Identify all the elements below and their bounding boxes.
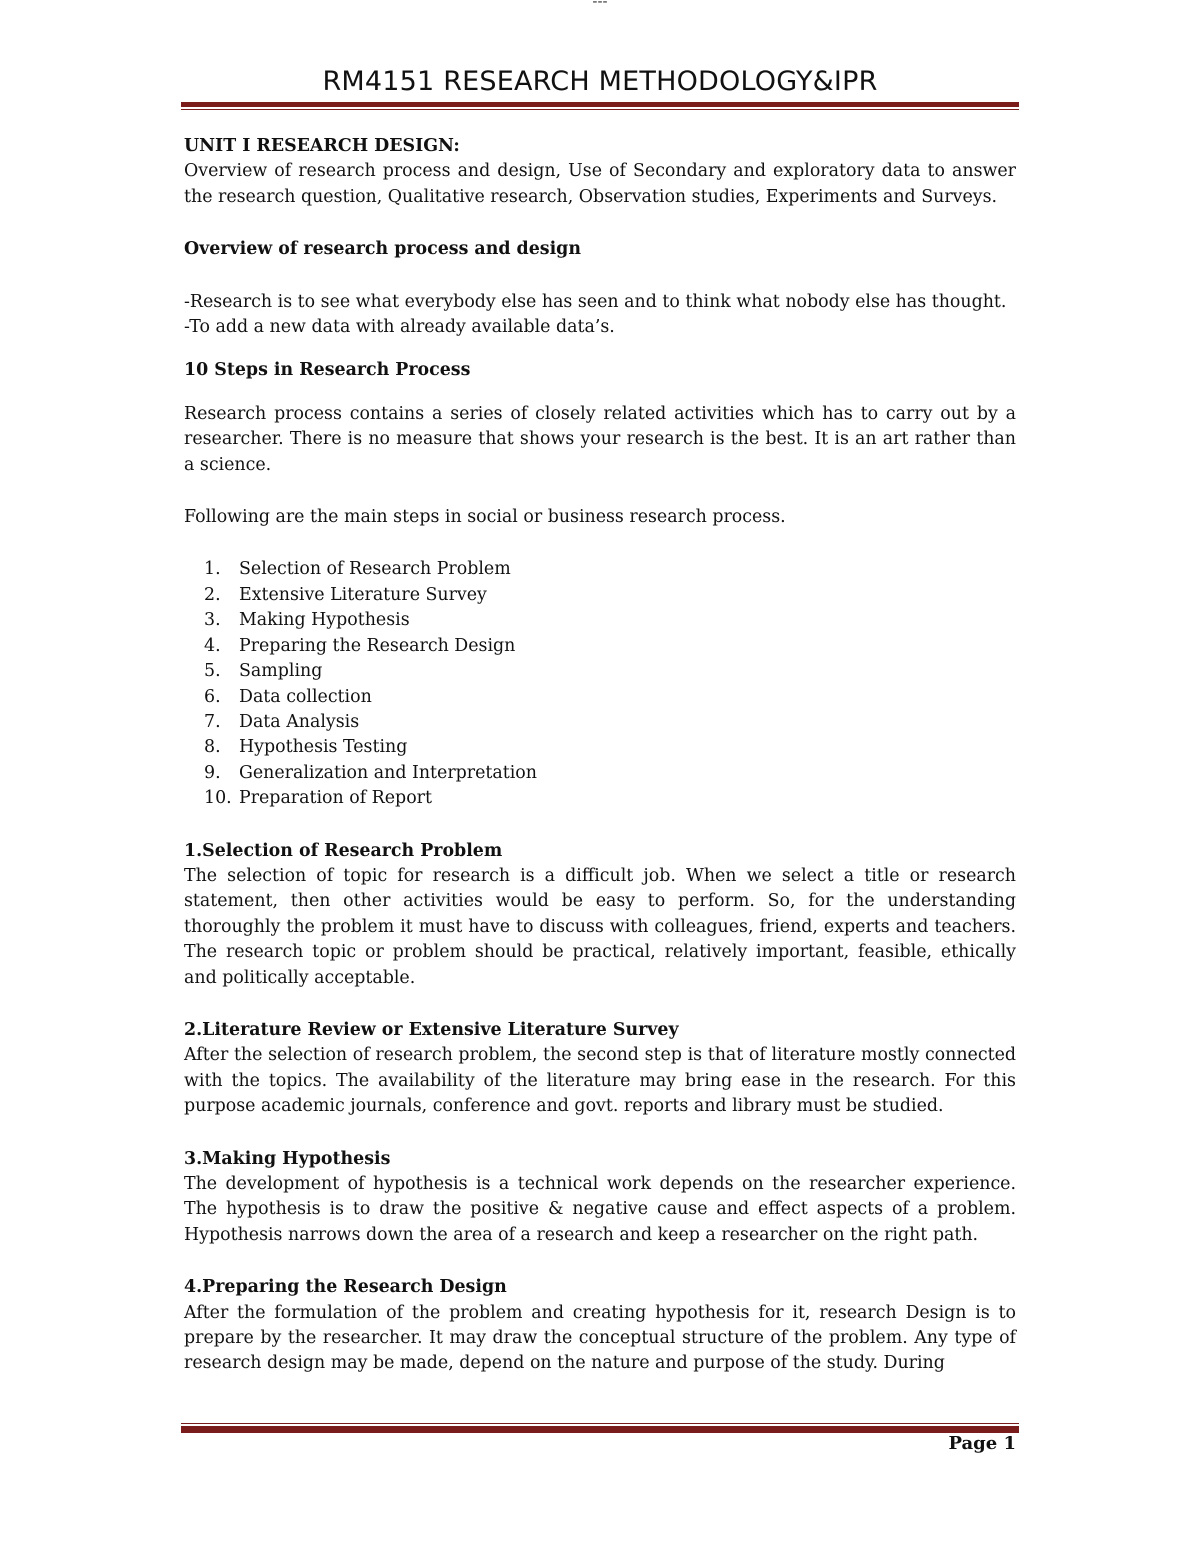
list-item-number: 9. [204, 762, 221, 783]
list-item-label: Making Hypothesis [239, 610, 410, 631]
overview-heading: Overview of research process and design [184, 239, 581, 260]
steps-list [184, 557, 1016, 811]
unit-heading: UNIT I RESEARCH DESIGN: [184, 136, 460, 156]
list-item [184, 761, 1016, 786]
list-item-number: 7. [204, 711, 221, 732]
footer-rule-thick [181, 1426, 1019, 1433]
list-item [184, 608, 1016, 633]
spacer [184, 210, 1016, 237]
list-item-label: Selection of Research Problem [239, 559, 511, 580]
spacer [184, 1248, 1016, 1275]
list-item-label: Hypothesis Testing [239, 737, 408, 758]
section-heading: 2.Literature Review or Extensive Literature Survey [184, 1019, 679, 1040]
list-item-label: Generalization and Interpretation [239, 762, 537, 783]
list-item-label: Sampling [239, 661, 323, 682]
overview-line-1: -Research is to see what everybody else has seen and to think what nobody else has thought. [184, 291, 1007, 312]
list-item-number: 6. [204, 686, 221, 707]
section-paragraph: The selection of topic for research is a difficult job. When we select a title or research statement, then other activities would be easy to perform. So, for the understanding thoroughly the problem it must have to discuss with colleagues, friend, experts and teachers. The research topic or problem should be practical, relatively important, feasible, ethically and politically acceptable. [184, 865, 1016, 988]
section-paragraph: After the selection of research problem, the second step is that of literature mostly connected with the topics. The availability of the literature may bring ease in the research. For this purpose academic journals, conference and govt. reports and library must be studied. [184, 1045, 1016, 1117]
page-number: Page 1 [948, 1433, 1016, 1454]
document-header-title: RM4151 RESEARCH METHODOLOGY&IPR [322, 66, 878, 97]
steps-heading: 10 Steps in Research Process [184, 360, 471, 381]
spacer [184, 340, 1016, 358]
section-paragraph: After the formulation of the problem and creating hypothesis for it, research Design is to prepare by the researcher. It may draw the conceptual structure of the problem. Any type of research design may be made, depend on the nature and purpose of the study. During [184, 1302, 1016, 1374]
spacer [184, 812, 1016, 839]
list-item [184, 583, 1016, 608]
spacer [184, 384, 1016, 402]
steps-lead-paragraph: Following are the main steps in social or business research process. [184, 507, 786, 528]
list-item [184, 659, 1016, 684]
list-item-label: Preparation of Report [239, 788, 432, 809]
list-item-label: Extensive Literature Survey [239, 584, 487, 605]
list-item [184, 735, 1016, 760]
list-item-number: 3. [204, 610, 221, 631]
list-item [184, 786, 1016, 811]
list-item-label: Data collection [239, 686, 372, 707]
spacer [184, 991, 1016, 1018]
footer-rule-thin [181, 1423, 1019, 1424]
header-rule-thick [181, 102, 1019, 107]
list-item-number: 10. [204, 788, 232, 809]
section-heading: 3.Making Hypothesis [184, 1148, 391, 1169]
list-item-label: Preparing the Research Design [239, 635, 516, 656]
header-rule-thin [181, 109, 1019, 110]
list-item-number: 5. [204, 661, 221, 682]
section-paragraph: The development of hypothesis is a technical work depends on the researcher experience. The hypothesis is to draw the positive & negative cause and effect aspects of a problem. Hypothesis narrows down the area of a research and keep a researcher on the right path. [184, 1174, 1016, 1245]
spacer [184, 263, 1016, 290]
list-item-number: 4. [204, 635, 221, 656]
overview-line-2: -To add a new data with already available data’s. [184, 317, 615, 338]
list-item [184, 634, 1016, 659]
list-item [184, 557, 1016, 582]
list-item-label: Data Analysis [239, 711, 360, 732]
spacer [184, 530, 1016, 557]
spacer [184, 478, 1016, 505]
section-heading: 1.Selection of Research Problem [184, 840, 503, 861]
list-item-number: 8. [204, 737, 221, 758]
page-top-marker: --- [592, 0, 608, 10]
list-item-number: 2. [204, 584, 221, 605]
steps-intro-paragraph: Research process contains a series of closely related activities which has to carry out by a researcher. There is no measure that shows your research is the best. It is an art rather than a science. [184, 403, 1016, 475]
list-item [184, 685, 1016, 710]
list-item [184, 710, 1016, 735]
section-heading: 4.Preparing the Research Design [184, 1277, 507, 1298]
list-item-number: 1. [204, 559, 221, 580]
spacer [184, 1120, 1016, 1147]
document-body [184, 134, 1016, 1377]
unit-description: Overview of research process and design, Use of Secondary and exploratory data to answer the research question, Qualitative research, Observation studies, Experiments and Surveys. [184, 161, 1016, 207]
